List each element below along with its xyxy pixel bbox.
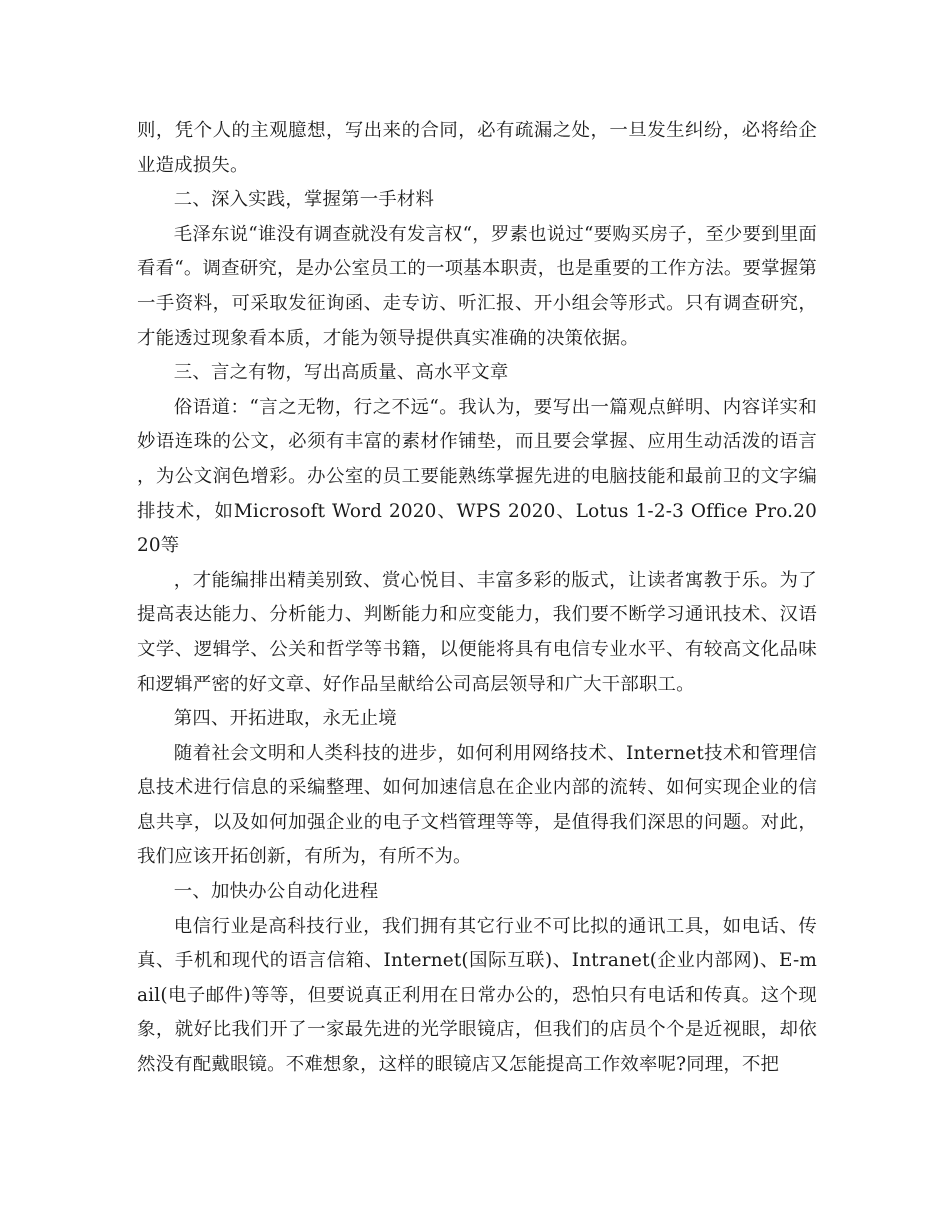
paragraph-continuation: 则，凭个人的主观臆想，写出来的合同，必有疏漏之处，一旦发生纠纷，必将给企业造成损失。 (137, 120, 817, 176)
paragraph-layout: ，才能编排出精美别致、赏心悦目、丰富多彩的版式，让读者寓教于乐。为了提高表达能力、分析能力、判断能力和应变能力，我们要不断学习通讯技术、汉语文学、逻辑学、公关和哲学等书籍，以便能将具有电信专业水平、有较高文化品味和逻辑严密的好文章、好作品呈献给公司高层领导和广大干部职工。 (137, 569, 817, 695)
paragraph-technology: 随着社会文明和人类科技的进步，如何利用网络技术、Internet技术和管理信息技术进行信息的采编整理、如何加速信息在企业内部的流转、如何实现企业的信息共享，以及如何加强企业的电子文档管理等等，是值得我们深思的问题。对此，我们应该开拓创新，有所为，有所不为。 (137, 742, 817, 868)
section-heading-practice: 二、深入实践，掌握第一手材料 (173, 189, 435, 211)
paragraph-writing: 俗语道：“言之无物，行之不远“。我认为，要写出一篇观点鲜明、内容详实和妙语连珠的公文，必须有丰富的素材作铺垫，而且要会掌握、应用生动活泼的语言，为公文润色增彩。办公室的员工要能熟练掌握先进的电脑技能和最前卫的文字编排技术，如Microsoft Word 2020、WPS 2020、Lotus 1-2-3 Office Pro.2020等 (137, 396, 817, 557)
document-body (137, 114, 817, 1083)
section-heading-quality: 三、言之有物，写出高质量、高水平文章 (173, 362, 509, 384)
paragraph-research: 毛泽东说“谁没有调查就没有发言权“，罗素也说过“要购买房子，至少要到里面看看“。调查研究，是办公室员工的一项基本职责，也是重要的工作方法。要掌握第一手资料，可采取发征询函、走专访、听汇报、开小组会等形式。只有调查研究，才能透过现象看本质，才能为领导提供真实准确的决策依据。 (137, 223, 817, 349)
section-heading-automation: 一、加快办公自动化进程 (173, 881, 379, 903)
section-heading-innovation: 第四、开拓进取，永无止境 (173, 708, 397, 730)
paragraph-telecom: 电信行业是高科技行业，我们拥有其它行业不可比拟的通讯工具，如电话、传真、手机和现代的语言信箱、Internet(国际互联)、Intranet(企业内部网)、E-mail(电子邮件)等等，但要说真正利用在日常办公的，恐怕只有电话和传真。这个现象，就好比我们开了一家最先进的光学眼镜店，但我们的店员个个是近视眼，却依然没有配戴眼镜。不难想象，这样的眼镜店又怎能提高工作效率呢?同理，不把 (137, 915, 817, 1076)
